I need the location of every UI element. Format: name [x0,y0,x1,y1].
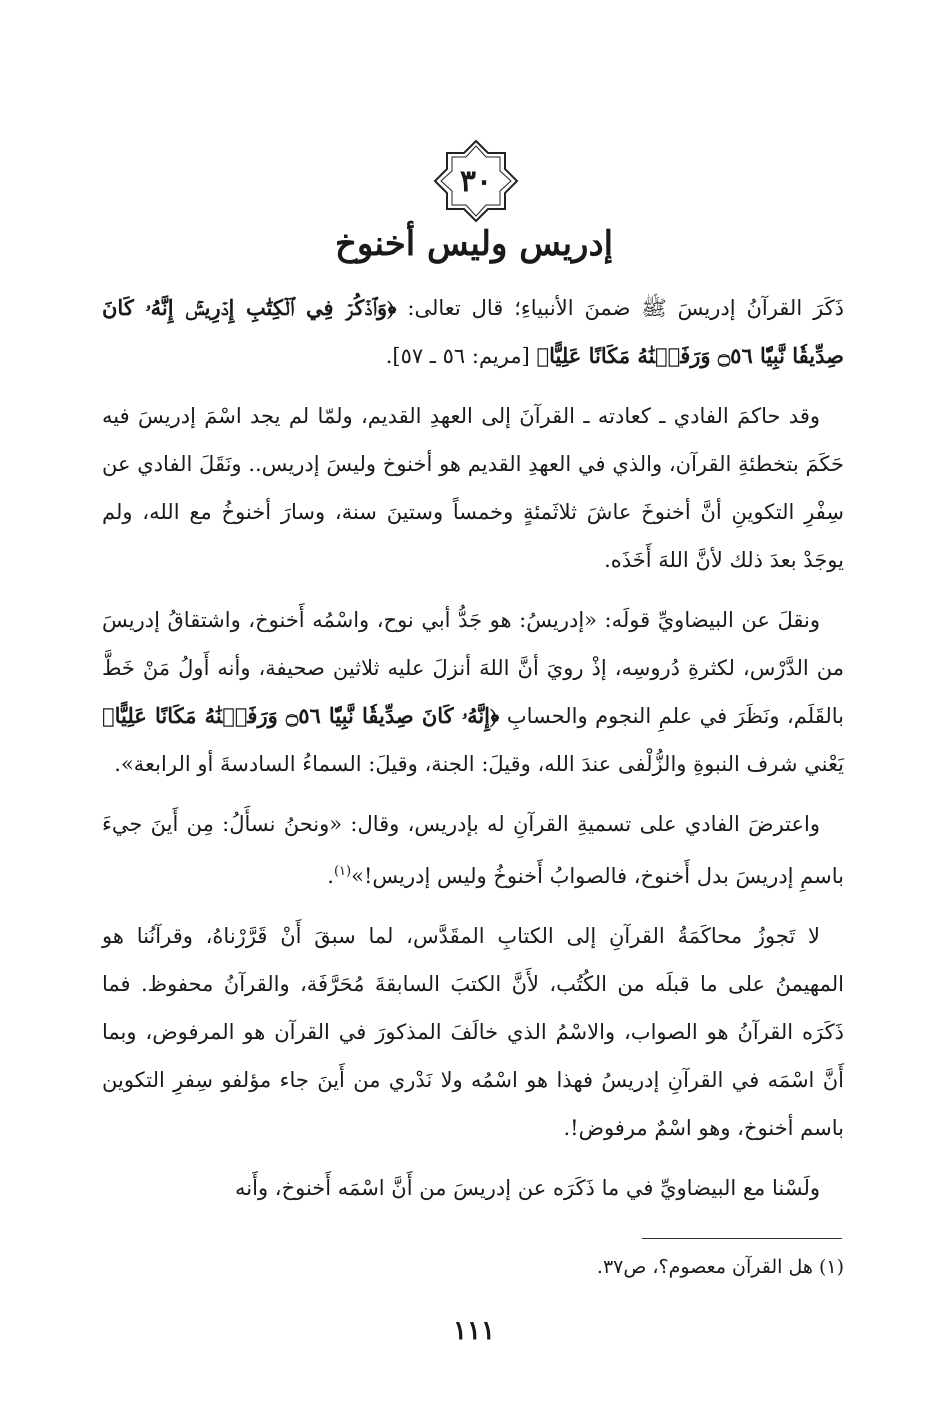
footnote-divider [642,1238,842,1239]
chapter-number-badge [433,138,519,224]
paragraph-4 [102,800,844,900]
paragraph-6: ولَسْنا مع البيضاويِّ في ما ذَكَرَه عن إدريسَ من أَنَّ اسْمَه أَخنوخ، وأَنه [235,1176,820,1200]
page-number: ١١١ [453,1316,495,1346]
paragraph-1 [102,284,844,380]
p4-end: . [327,864,334,888]
footnote: (١) هل القرآن معصوم؟، ص٣٧. [596,1256,844,1278]
paragraph-3 [102,596,844,788]
p1-text: ذَكَرَ القرآنُ إدريسَ ﷺ ضمنَ الأنبياءِ؛ قال تعالى: [396,296,845,320]
verse-reference: [مريم: ٥٦ ـ ٥٧]. [385,344,537,368]
quran-verse: ﴿إِنَّهُۥ كَانَ صِدِّيقٗا نَّبِيّٗا ۝٥٦ وَرَفَعۡنَٰهُ مَكَانًا عَلِيًّا﴾ [102,703,500,728]
footnote-ref[interactable]: (١) [333,864,352,879]
main-text [102,284,844,1224]
p3-text-end: يَعْني شرف النبوةِ والزُّلْفى عندَ الله، وقيلَ: الجنة، وقيلَ: السماءُ السادسةَ أو الرابعة». [114,752,844,776]
paragraph-5: لا تَجوزُ محاكَمَةُ القرآنِ إلى الكتابِ المقَدَّس، لما سبقَ أَنْ قَرَّرْناهُ، وقرآنُنا هو المهيمنُ على ما قبلَه من الكُتُب، لأَنَّ الكتبَ السابقةَ مُحَرَّفَة، والقرآنُ محفوظ. فما ذَكَرَه القرآنُ هو الصواب، والاسْمُ الذي خالَفَ المذكورَ في القرآن هو المرفوض، وبما أَنَّ اسْمَه في القرآنِ إدريسُ فهذا هو اسْمُه ولا نَدْري من أَينَ جاء مؤلفو سِفرِ التكوين باسم أخنوخ، وهو اسْمٌ مرفوض!. [102,924,844,1140]
p3-text: ونقلَ عن البيضاويِّ قولَه: «إدريسُ: هو جَدُّ أبي نوح، واسْمُه أَخنوخ، واشتقاقُ إدريسَ من الدَّرْس، لكثرةِ دُروسِه، إذْ رويَ أنَّ اللهَ أنزلَ عليه ثلاثين صحيفة، وأنه أَولُ مَنْ خَطَّ بالقَلَم، ونَظَرَ في علمِ النجوم والحسابِ [102,608,844,728]
chapter-number: ٣٠ [459,163,493,199]
p4-text: واعترضَ الفادي على تسميةِ القرآنِ له بإدريس، وقال: «ونحنُ نسأَلُ: مِن أَينَ جيءَ باسمِ إدريسَ بدل أَخنوخ، فالصوابُ أَخنوخُ وليس إدريس!» [102,812,844,888]
chapter-title: إدريس وليس أخنوخ [334,224,614,264]
quran-verse: ﴿وَٱذۡكُرۡ فِي ٱلۡكِتَٰبِ إِدۡرِيسَۚ إِنَّهُۥ كَانَ صِدِّيقٗا نَّبِيّٗا ۝٥٦ وَرَفَعۡنَٰهُ مَكَانًا عَلِيًّا﴾ [102,295,844,368]
paragraph-2: وقد حاكمَ الفادي ـ كعادته ـ القرآنَ إلى العهدِ القديم، ولمّا لم يجد اسْمَ إدريسَ فيه حَكَمَ بتخطئةِ القرآن، والذي في العهدِ القديم هو أخنوخ وليسَ إدريس.. ونَقَلَ الفادي عن سِفْرِ التكوينِ أنَّ أخنوخَ عاشَ ثلاثَمئةٍ وخمساً وستينَ سنة، وسارَ أخنوخُ مع الله، ولم يوجَدْ بعدَ ذلك لأنَّ اللهَ أَخَذَه. [102,404,844,572]
